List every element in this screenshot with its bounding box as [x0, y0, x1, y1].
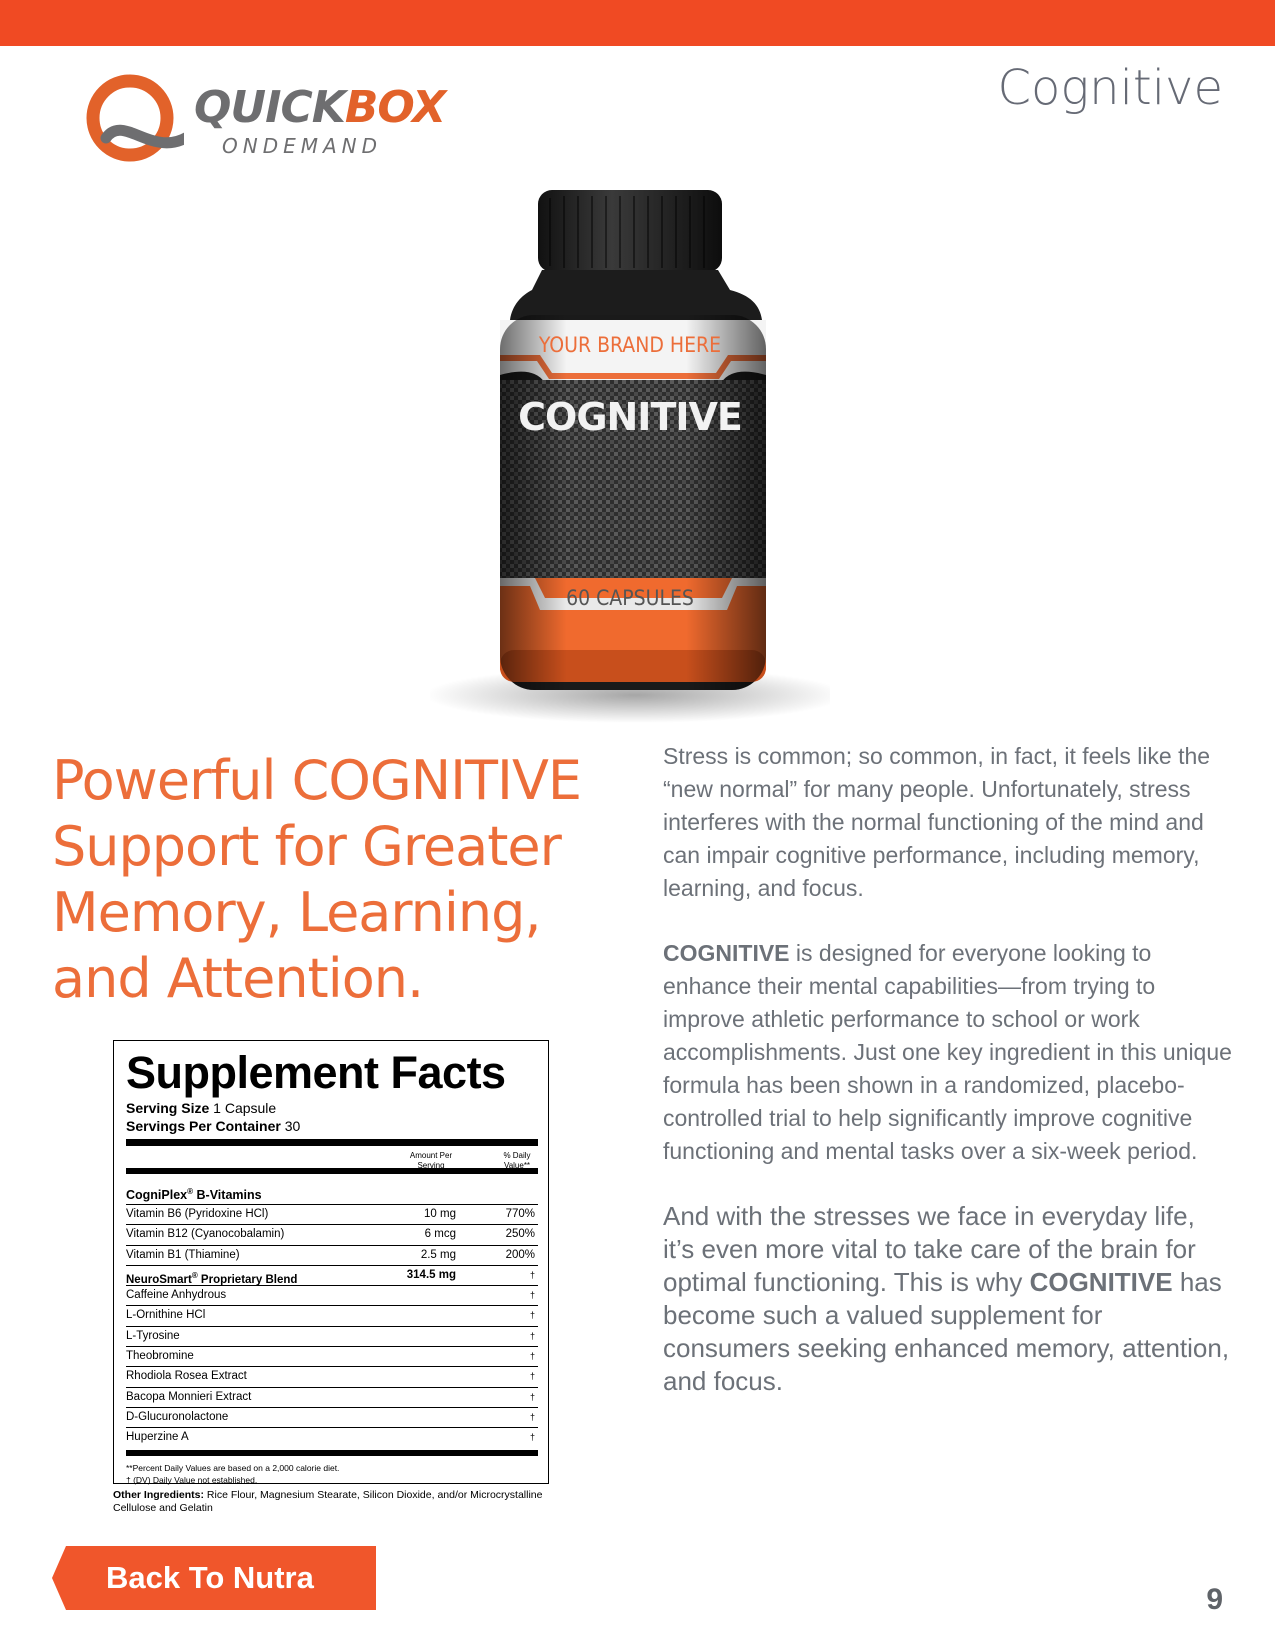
body-paragraph-2 [663, 937, 1233, 1168]
vitamin-group-suffix: B-Vitamins [193, 1188, 262, 1203]
ingredient-name: D-Glucuronolactone [126, 1410, 229, 1423]
vitamin-group-name: CogniPlex [126, 1188, 188, 1203]
amount-per-serving-header: Amount Per Serving [409, 1151, 453, 1170]
page-heading: Cognitive [997, 60, 1223, 116]
ingredient-name: Vitamin B1 (Thiamine) [126, 1248, 240, 1261]
supplement-facts-panel [113, 1040, 549, 1484]
dagger-mark: † [529, 1290, 535, 1301]
registered-mark: ® [187, 1187, 194, 1196]
product-bottle-image [430, 180, 830, 725]
serving-size-label: Serving Size [126, 1100, 210, 1116]
bottle-capsule-count: 60 CAPSULES [566, 586, 694, 610]
other-ingredients-label: Other Ingredients: [113, 1489, 205, 1501]
registered-mark: ® [191, 1270, 198, 1280]
ingredient-amount: 6 mcg [424, 1228, 456, 1241]
footnote-dv-not-established: † (DV) Daily Value not established. [126, 1474, 258, 1485]
dagger-mark: † [529, 1310, 535, 1321]
blend-name-text: NeuroSmart [126, 1273, 192, 1286]
ingredient-name: Theobromine [126, 1350, 194, 1363]
bottle-product-name: COGNITIVE [518, 395, 742, 439]
logo-wordmark [194, 82, 446, 133]
facts-row [126, 1205, 538, 1225]
servings-label: Servings Per Container [126, 1118, 281, 1134]
headline: Powerful COGNITIVE Support for Greater Memory, Learning, and Attention. [52, 749, 582, 1010]
facts-footnotes [126, 1456, 538, 1486]
facts-row [126, 1388, 538, 1408]
quickbox-q-icon [84, 72, 184, 172]
facts-row [126, 1428, 538, 1447]
ingredient-daily-value: 770% [505, 1208, 535, 1220]
facts-column-headers [126, 1146, 538, 1168]
servings-per-container [126, 1117, 538, 1135]
bottle-brand-text: YOUR BRAND HERE [538, 333, 722, 357]
facts-row [126, 1225, 538, 1245]
facts-row [126, 1367, 538, 1387]
ingredient-name: Vitamin B6 (Pyridoxine HCl) [126, 1208, 269, 1220]
serving-size-value: 1 Capsule [209, 1100, 277, 1116]
ingredient-name: Bacopa Monnieri Extract [126, 1390, 252, 1403]
ingredient-name: L-Tyrosine [126, 1329, 180, 1342]
facts-row [126, 1306, 538, 1326]
body-paragraph-3-bold: COGNITIVE [1029, 1267, 1173, 1297]
vitamin-group-heading [126, 1174, 538, 1205]
logo-word-box: BOX [344, 82, 446, 133]
back-to-nutra-button[interactable] [52, 1546, 376, 1610]
dagger-mark: † [529, 1330, 535, 1341]
facts-row [126, 1286, 538, 1306]
ingredient-name: Caffeine Anhydrous [126, 1289, 227, 1302]
body-paragraph-1: Stress is common; so common, in fact, it feels like the “new normal” for many people. Unfortunately, stress interferes with the normal functioning of the mind and can impair cognitive performance, including memory, learning, and focus. [663, 743, 1211, 901]
ingredient-name: Vitamin B12 (Cyanocobalamin) [126, 1228, 285, 1241]
body-text [663, 740, 1233, 1398]
servings-value: 30 [280, 1118, 301, 1134]
ingredient-amount: 10 mg [424, 1208, 456, 1220]
other-ingredients [113, 1489, 563, 1515]
top-accent-bar [0, 0, 1275, 46]
blend-name-suffix: Proprietary Blend [197, 1273, 298, 1286]
serving-size [126, 1099, 538, 1117]
facts-row [126, 1246, 538, 1266]
body-paragraph-3-start: And with the stresses we face in everyday life, it’s even more vital to take care of the brain for optimal functioning. This is why [663, 1201, 1196, 1297]
footnote-percent-daily: **Percent Daily Values are based on a 2,000 calorie diet. [126, 1462, 340, 1473]
ingredient-daily-value: 200% [505, 1248, 535, 1261]
supplement-facts-title: Supplement Facts [126, 1047, 506, 1098]
ingredient-amount: 2.5 mg [420, 1248, 456, 1261]
facts-row [126, 1408, 538, 1428]
proprietary-blend-row [126, 1266, 538, 1286]
facts-row [126, 1327, 538, 1347]
ingredient-name: Rhodiola Rosea Extract [126, 1370, 247, 1383]
logo-subtitle: ONDEMAND [222, 134, 383, 158]
body-paragraph-3-end: has become such a valued supplement for consumers seeking enhanced memory, attention, and focus. [663, 1267, 1230, 1396]
facts-divider [126, 1139, 538, 1146]
ingredient-daily-value: 250% [505, 1228, 535, 1241]
ingredient-name: L-Ornithine HCl [126, 1309, 206, 1322]
daily-value-header: % Daily Value** [503, 1151, 531, 1170]
body-paragraph-2-text: is designed for everyone looking to enhance their mental capabilities—from trying to improve athletic performance to school or work accomplishments. Just one key ingredient in this unique formula has been shown in a randomized, placebo-controlled trial to help significantly improve cognitive functioning and mental tasks over a six-week period. [663, 940, 1232, 1164]
dagger-mark: † [529, 1391, 535, 1402]
blend-amount: 314.5 mg [406, 1268, 456, 1281]
page-number: 9 [1206, 1583, 1223, 1616]
body-paragraph-2-bold: COGNITIVE [663, 940, 790, 966]
dagger-mark: † [529, 1371, 535, 1382]
body-paragraph-3 [663, 1200, 1233, 1398]
logo-word-quick: QUICK [194, 82, 345, 133]
facts-row [126, 1347, 538, 1367]
back-to-nutra-label: Back To Nutra [106, 1560, 314, 1595]
dagger-mark: † [529, 1351, 535, 1362]
quickbox-logo[interactable] [84, 72, 446, 172]
dagger-mark: † [529, 1411, 535, 1422]
dagger-mark: † [529, 1432, 535, 1443]
dagger-mark: † [529, 1269, 535, 1280]
ingredient-name: Huperzine A [126, 1431, 189, 1444]
other-ingredients-value: Rice Flour, Magnesium Stearate, Silicon Dioxide, and/or Microcrystalline Cellulose and Gelatin [113, 1489, 543, 1514]
